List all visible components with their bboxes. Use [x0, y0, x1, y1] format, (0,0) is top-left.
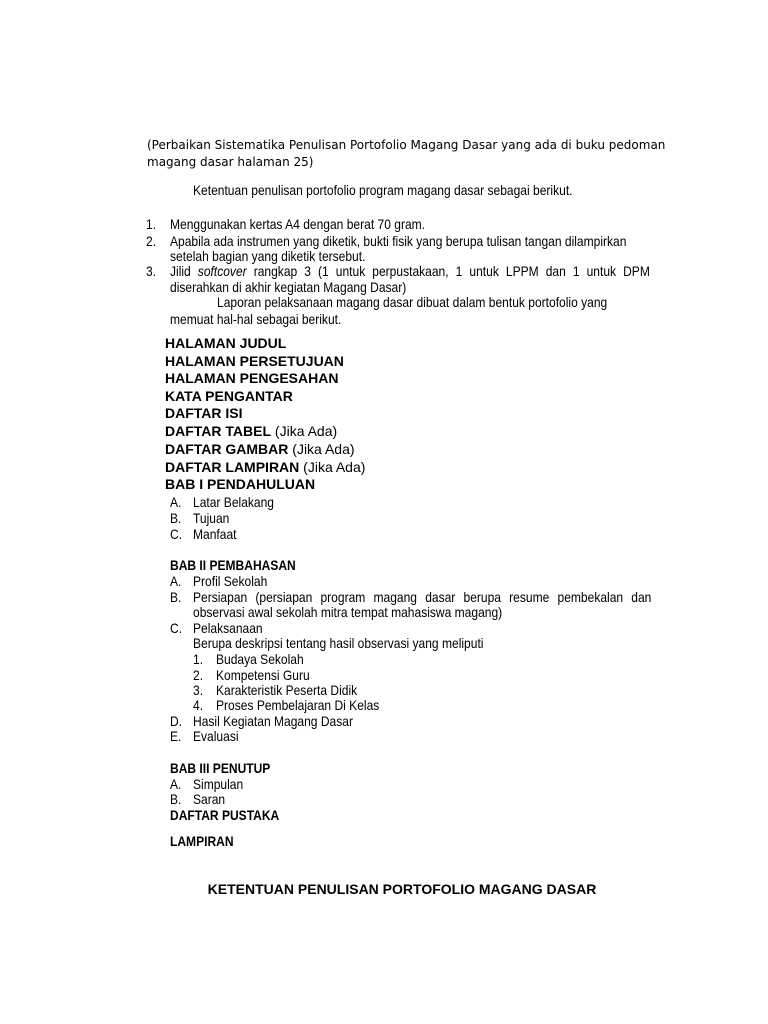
- sub-item-number: 1.: [193, 651, 204, 667]
- sub-item-karakteristik-peserta-didik: Karakteristik Peserta Didik: [216, 682, 358, 698]
- rule-3-post: rangkap 3 (1 untuk perpustakaan, 1 untuk LPPM dan 1 untuk DPM: [246, 263, 650, 279]
- bab2-item-pelaksanaan: Pelaksanaan: [193, 620, 263, 636]
- rule-3-text-line-1: [170, 263, 650, 279]
- bab3-item-simpulan: Simpulan: [193, 776, 244, 792]
- section-halaman-pengesahan: [165, 370, 338, 386]
- bab1-item-letter: C.: [170, 526, 183, 542]
- bab2-item-b-letter: B.: [170, 589, 182, 605]
- laporan-line-1: Laporan pelaksanaan magang dasar dibuat dalam bentuk portofolio yang: [217, 294, 608, 310]
- bab1-item-tujuan: Tujuan: [193, 510, 230, 526]
- section-label: DAFTAR GAMBAR: [165, 441, 289, 457]
- section-kata-pengantar: [165, 388, 293, 404]
- rule-1-number: 1.: [146, 216, 157, 232]
- section-note: (Jika Ada): [299, 459, 366, 475]
- lampiran-heading: LAMPIRAN: [170, 833, 234, 849]
- section-label: DAFTAR LAMPIRAN: [165, 459, 300, 475]
- bab3-item-saran: Saran: [193, 791, 226, 807]
- section-label: DAFTAR ISI: [165, 405, 243, 421]
- bab2-pelaksanaan-desc: Berupa deskripsi tentang hasil observasi yang meliputi: [193, 635, 484, 651]
- bab1-item-letter: A.: [170, 494, 182, 510]
- rule-1-text: Menggunakan kertas A4 dengan berat 70 gram.: [170, 216, 426, 232]
- bab2-item-e-letter: E.: [170, 728, 182, 744]
- section-daftar-tabel: [165, 423, 337, 439]
- section-note: (Jika Ada): [288, 441, 355, 457]
- bab3-item-a-letter: A.: [170, 776, 182, 792]
- sub-item-kompetensi-guru: Kompetensi Guru: [216, 667, 310, 683]
- laporan-line-2: memuat hal-hal sebagai berikut.: [170, 311, 342, 327]
- intro-line-2: magang dasar halaman 25): [147, 155, 314, 169]
- section-label: BAB I PENDAHULUAN: [165, 476, 316, 492]
- bab1-item-latar-belakang: Latar Belakang: [193, 494, 275, 510]
- bab2-item-evaluasi: Evaluasi: [193, 728, 239, 744]
- sub-item-number: 2.: [193, 667, 204, 683]
- section-note: (Jika Ada): [271, 423, 338, 439]
- section-daftar-gambar: [165, 441, 355, 457]
- rule-2-text-line-2: setelah bagian yang diketik tersebut.: [170, 248, 366, 264]
- bab3-title: BAB III PENUTUP: [170, 760, 271, 776]
- rule-2-text-line-1: Apabila ada instrumen yang diketik, bukti fisik yang berupa tulisan tangan dilampirkan: [170, 233, 627, 249]
- bab2-item-persiapan-line-1: Persiapan (persiapan program magang dasar berupa resume pembekalan dan: [193, 589, 652, 605]
- bab1-item-manfaat: Manfaat: [193, 526, 237, 542]
- section-halaman-judul: [165, 335, 286, 351]
- section-label: HALAMAN JUDUL: [165, 335, 287, 351]
- section-label: HALAMAN PENGESAHAN: [165, 370, 339, 386]
- section-label: HALAMAN PERSETUJUAN: [165, 353, 344, 369]
- section-bab-1-pendahuluan: [165, 476, 315, 492]
- rule-3-number: 3.: [146, 263, 157, 279]
- rule-3-italic: softcover: [197, 263, 247, 279]
- rule-2-number: 2.: [146, 233, 157, 249]
- bab2-item-d-letter: D.: [170, 713, 183, 729]
- bab3-item-b-letter: B.: [170, 791, 182, 807]
- bab2-item-a-letter: A.: [170, 573, 182, 589]
- bab1-item-letter: B.: [170, 510, 182, 526]
- section-daftar-isi: [165, 405, 243, 421]
- footer-title: KETENTUAN PENULISAN PORTOFOLIO MAGANG DASAR: [207, 881, 597, 897]
- rule-3-text-line-2: diserahkan di akhir kegiatan Magang Dasar): [170, 279, 407, 295]
- section-halaman-persetujuan: [165, 353, 344, 369]
- rule-3-pre: Jilid: [170, 263, 198, 279]
- intro-line-1: (Perbaikan Sistematika Penulisan Portofolio Magang Dasar yang ada di buku pedoman: [147, 138, 666, 152]
- bab2-item-hasil-kegiatan: Hasil Kegiatan Magang Dasar: [193, 713, 353, 729]
- sub-item-proses-pembelajaran: Proses Pembelajaran Di Kelas: [216, 697, 380, 713]
- ketentuan-intro: Ketentuan penulisan portofolio program magang dasar sebagai berikut.: [193, 182, 573, 198]
- section-label: KATA PENGANTAR: [165, 388, 293, 404]
- bab2-item-c-letter: C.: [170, 620, 183, 636]
- bab2-title: BAB II PEMBAHASAN: [170, 557, 296, 573]
- sub-item-budaya-sekolah: Budaya Sekolah: [216, 651, 304, 667]
- sub-item-number: 3.: [193, 682, 204, 698]
- daftar-pustaka-heading: DAFTAR PUSTAKA: [170, 807, 280, 823]
- section-label: DAFTAR TABEL: [165, 423, 272, 439]
- section-daftar-lampiran: [165, 459, 365, 475]
- sub-item-number: 4.: [193, 697, 204, 713]
- bab2-item-persiapan-line-2: observasi awal sekolah mitra tempat mahasiswa magang): [193, 604, 503, 620]
- bab2-item-profil-sekolah: Profil Sekolah: [193, 573, 268, 589]
